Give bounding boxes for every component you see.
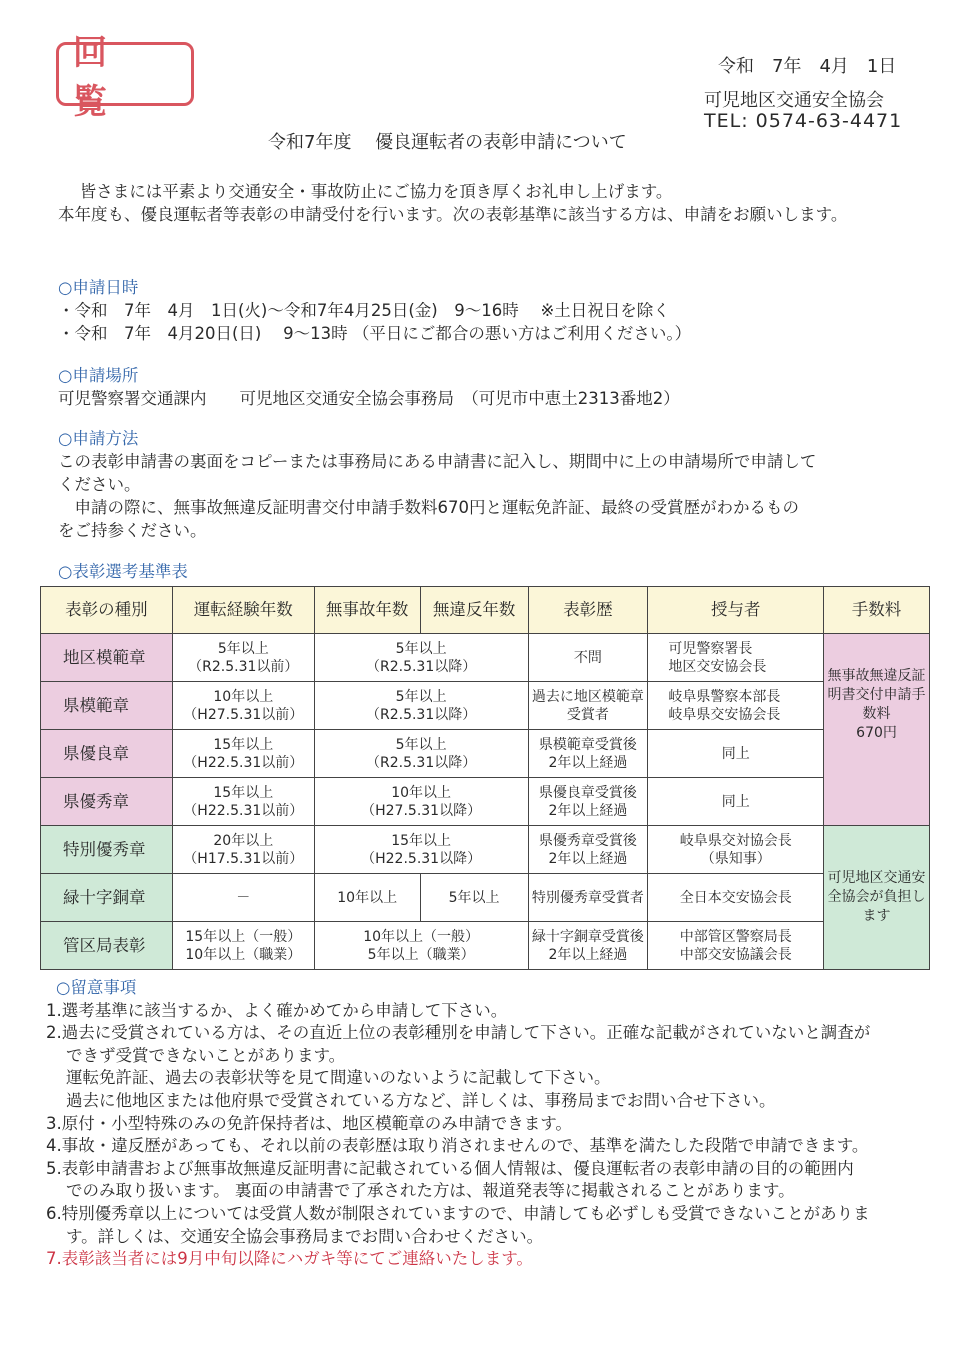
history-cell: 特別優秀章受賞者 bbox=[528, 874, 648, 922]
giver-cell: 岐阜県交対協会長 （県知事） bbox=[648, 826, 824, 874]
accident-violation-cell: 5年以上 （R2.5.31以降） bbox=[314, 682, 528, 730]
table-row bbox=[41, 778, 930, 826]
accident-violation-cell: 10年以上 （H27.5.31以降） bbox=[314, 778, 528, 826]
experience-cell: 10年以上 （H27.5.31以前） bbox=[172, 682, 314, 730]
note-item: 1.選考基準に該当するか、よく確かめてから申請して下さい。 bbox=[46, 1000, 508, 1020]
history-cell: 不問 bbox=[528, 634, 648, 682]
experience-cell: 15年以上（一般） 10年以上（職業） bbox=[172, 922, 314, 970]
award-kind: 特別優秀章 bbox=[41, 826, 173, 874]
giver-cell: 全日本交安協会長 bbox=[648, 874, 824, 922]
place-text: 可児警察署交通課内 可児地区交通安全協会事務局 （可児市中恵土2313番地2） bbox=[58, 389, 680, 408]
table-row bbox=[41, 922, 930, 970]
table-row bbox=[41, 874, 930, 922]
dates-section bbox=[58, 276, 691, 345]
dates-line: ・令和 7年 4月20日(日) 9～13時 （平日にご都合の悪い方はご利用ください。） bbox=[58, 324, 692, 343]
table-row bbox=[41, 826, 930, 874]
history-cell: 県優秀章受賞後 2年以上経過 bbox=[528, 826, 648, 874]
telephone: TEL: 0574-63-4471 bbox=[704, 110, 903, 132]
notes-section bbox=[46, 977, 870, 1271]
organization-name: 可児地区交通安全協会 bbox=[704, 90, 884, 111]
issue-date: 令和 7年 4月 1日 bbox=[718, 56, 897, 77]
note-item: 過去に他地区または他府県で受賞されている方など、詳しくは、事務局までお問い合せ下さい。 bbox=[66, 1090, 776, 1110]
note-item: 4.事故・違反歴があっても、それ以前の表彰歴は取り消されませんので、基準を満たした段階で申請できます。 bbox=[46, 1136, 869, 1156]
giver-cell: 同上 bbox=[648, 730, 824, 778]
circulation-stamp: 回 覧 bbox=[56, 42, 194, 106]
table-header-row bbox=[41, 587, 930, 634]
experience-cell: － bbox=[172, 874, 314, 922]
header-no-violation: 無違反年数 bbox=[420, 587, 528, 634]
header-giver: 授与者 bbox=[648, 587, 824, 634]
experience-cell: 15年以上 （H22.5.31以前） bbox=[172, 778, 314, 826]
table-row bbox=[41, 634, 930, 682]
page-title: 令和7年度 優良運転者の表彰申請について bbox=[268, 132, 627, 153]
note-item: でのみ取り扱います。 裏面の申請書で了承された方は、報道発表等に掲載されることがあります。 bbox=[66, 1181, 795, 1201]
note-item: 5.表彰申請書および無事故無違反証明書に記載されている個人情報は、優良運転者の表彰申請の目的の範囲内 bbox=[46, 1158, 854, 1178]
method-line: ください。 bbox=[58, 475, 141, 494]
no-accident-cell: 10年以上 bbox=[314, 874, 420, 922]
place-heading: ○申請場所 bbox=[58, 366, 139, 385]
history-cell: 県優良章受賞後 2年以上経過 bbox=[528, 778, 648, 826]
header-fee: 手数料 bbox=[824, 587, 930, 634]
experience-cell: 15年以上 （H22.5.31以前） bbox=[172, 730, 314, 778]
method-line: この表彰申請書の裏面をコピーまたは事務局にある申請書に記入し、期間中に上の申請場所で申請して bbox=[58, 452, 817, 471]
header-no-accident: 無事故年数 bbox=[314, 587, 420, 634]
award-kind: 管区局表彰 bbox=[41, 922, 173, 970]
header-history: 表彰歴 bbox=[528, 587, 648, 634]
accident-violation-cell: 5年以上 （R2.5.31以降） bbox=[314, 730, 528, 778]
giver-cell: 同上 bbox=[648, 778, 824, 826]
experience-cell: 20年以上 （H17.5.31以前） bbox=[172, 826, 314, 874]
note-item: 2.過去に受賞されている方は、その直近上位の表彰種別を申請して下さい。正確な記載がされていないと調査が bbox=[46, 1023, 871, 1043]
accident-violation-cell: 5年以上 （R2.5.31以降） bbox=[314, 634, 528, 682]
note-item: 3.原付・小型特殊のみの免許保持者は、地区模範章のみ申請できます。 bbox=[46, 1113, 572, 1133]
award-kind: 緑十字銅章 bbox=[41, 874, 173, 922]
note-item: 運転免許証、過去の表彰状等を見て間違いのないように記載して下さい。 bbox=[66, 1068, 611, 1088]
method-section bbox=[58, 427, 816, 542]
method-line: 申請の際に、無事故無違反証明書交付申請手数料670円と運転免許証、最終の受賞歴がわかるもの bbox=[58, 498, 799, 517]
note-item: 6.特別優秀章以上については受賞人数が制限されていますので、申請しても必ずしも受賞できないことがありま bbox=[46, 1203, 870, 1223]
history-cell: 過去に地区模範章 受賞者 bbox=[528, 682, 648, 730]
giver-cell: 可児警察署長 地区交安協会長 bbox=[648, 634, 824, 682]
accident-violation-cell: 10年以上（一般） 5年以上（職業） bbox=[314, 922, 528, 970]
intro-line: 本年度も、優良運転者等表彰の申請受付を行います。次の表彰基準に該当する方は、申請をお願いします。 bbox=[58, 205, 848, 224]
history-cell: 県模範章受賞後 2年以上経過 bbox=[528, 730, 648, 778]
header-kind: 表彰の種別 bbox=[41, 587, 173, 634]
criteria-table bbox=[40, 586, 930, 970]
giver-cell: 中部管区警察局長 中部交安協議会長 bbox=[648, 922, 824, 970]
giver-cell: 岐阜県警察本部長 岐阜県交安協会長 bbox=[648, 682, 824, 730]
note-item-highlight: 7.表彰該当者には9月中旬以降にハガキ等にてご連絡いたします。 bbox=[46, 1249, 533, 1269]
method-heading: ○申請方法 bbox=[58, 429, 139, 448]
dates-heading: ○申請日時 bbox=[58, 278, 139, 297]
dates-line: ・令和 7年 4月 1日(火)～令和7年4月25日(金) 9～16時 ※土日祝日を除く bbox=[58, 301, 670, 320]
fee-cell-paid: 無事故無違反証 明書交付申請手 数料 670円 bbox=[824, 634, 930, 826]
note-item: す。詳しくは、交通安全協会事務局までお問い合わせください。 bbox=[66, 1226, 544, 1246]
experience-cell: 5年以上 （R2.5.31以前） bbox=[172, 634, 314, 682]
table-row bbox=[41, 730, 930, 778]
award-kind: 県模範章 bbox=[41, 682, 173, 730]
note-item: できず受賞できないことがあります。 bbox=[66, 1045, 346, 1065]
accident-violation-cell: 15年以上 （H22.5.31以降） bbox=[314, 826, 528, 874]
method-line: をご持参ください。 bbox=[58, 521, 207, 540]
award-kind: 地区模範章 bbox=[41, 634, 173, 682]
place-section bbox=[58, 364, 680, 410]
table-row bbox=[41, 682, 930, 730]
header-experience: 運転経験年数 bbox=[172, 587, 314, 634]
no-violation-cell: 5年以上 bbox=[420, 874, 528, 922]
history-cell: 緑十字銅章受賞後 2年以上経過 bbox=[528, 922, 648, 970]
award-kind: 県優秀章 bbox=[41, 778, 173, 826]
intro-text bbox=[58, 180, 847, 226]
table-heading: ○表彰選考基準表 bbox=[58, 562, 188, 581]
fee-cell-covered: 可児地区交通安 全協会が負担し ます bbox=[824, 826, 930, 970]
intro-line: 皆さまには平素より交通安全・事故防止にご協力を頂き厚くお礼申し上げます。 bbox=[58, 182, 673, 201]
notes-heading: ○留意事項 bbox=[56, 978, 137, 997]
award-kind: 県優良章 bbox=[41, 730, 173, 778]
